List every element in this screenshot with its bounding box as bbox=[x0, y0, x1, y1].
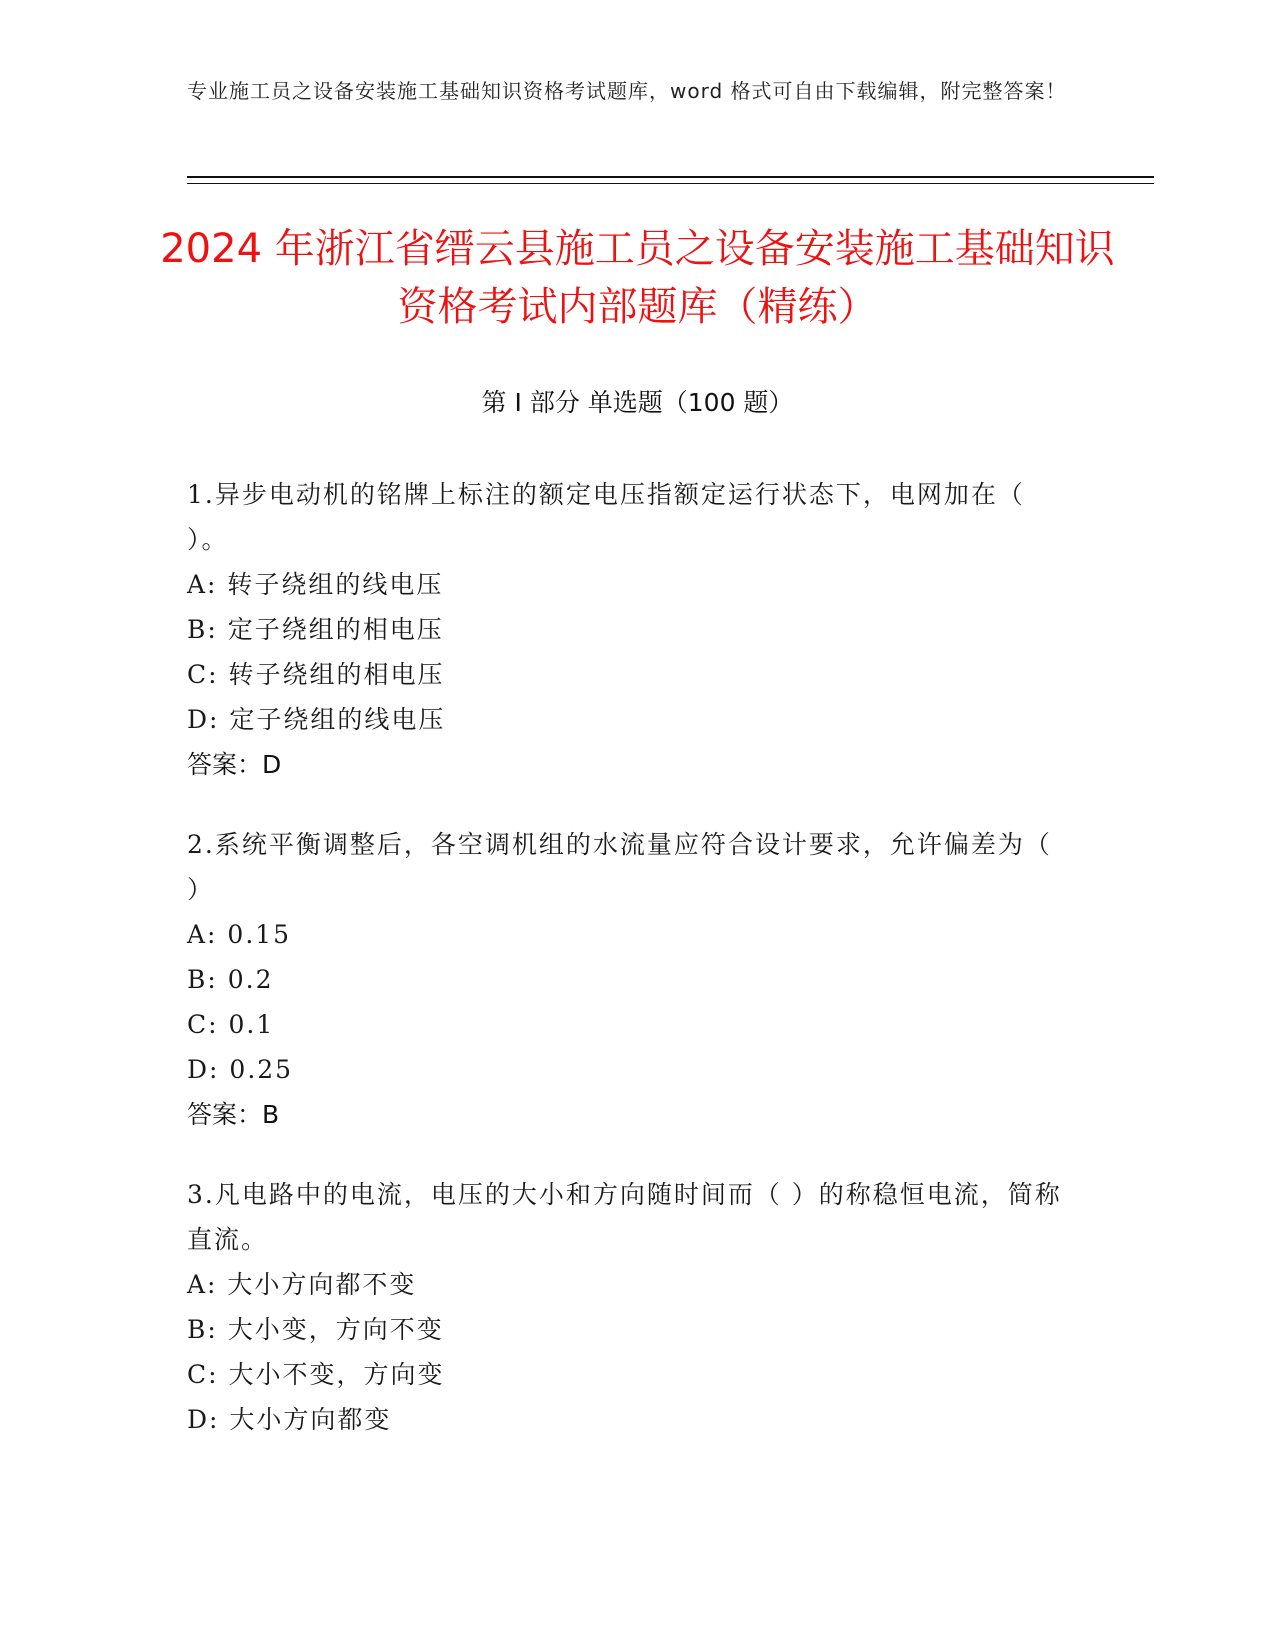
question-list bbox=[187, 472, 1067, 1477]
option-a: A: 转子绕组的线电压 bbox=[187, 570, 444, 599]
header-divider-thin bbox=[187, 183, 1154, 184]
question-text: 2.系统平衡调整后，各空调机组的水流量应符合设计要求，允许偏差为（ ） bbox=[187, 830, 1052, 904]
answer-text: 答案：B bbox=[187, 1100, 280, 1129]
option-a: A: 大小方向都不变 bbox=[187, 1270, 417, 1299]
question-item bbox=[187, 822, 1067, 1137]
option-a: A: 0.15 bbox=[187, 920, 292, 949]
question-text: 3.凡电路中的电流，电压的大小和方向随时间而（ ）的称稳恒电流，简称直流。 bbox=[187, 1180, 1062, 1254]
header-divider-thick bbox=[187, 176, 1154, 178]
option-d: D: 0.25 bbox=[187, 1055, 294, 1084]
question-item bbox=[187, 472, 1067, 787]
option-d: D: 大小方向都变 bbox=[187, 1405, 392, 1434]
section-heading: 第 I 部分 单选题（100 题） bbox=[481, 388, 794, 417]
option-d: D: 定子绕组的线电压 bbox=[187, 705, 446, 734]
option-b: B: 0.2 bbox=[187, 965, 274, 994]
option-c: C: 大小不变，方向变 bbox=[187, 1360, 445, 1389]
option-c: C: 0.1 bbox=[187, 1010, 275, 1039]
header-note: 专业施工员之设备安装施工基础知识资格考试题库，word 格式可自由下载编辑，附完整答案！ bbox=[187, 79, 1067, 103]
question-text: 1.异步电动机的铭牌上标注的额定电压指额定运行状态下，电网加在（ ）。 bbox=[187, 480, 1025, 554]
document-title: 2024 年浙江省缙云县施工员之设备安装施工基础知识资格考试内部题库（精练） bbox=[160, 226, 1115, 330]
option-c: C: 转子绕组的相电压 bbox=[187, 660, 445, 689]
answer-text: 答案：D bbox=[187, 750, 282, 779]
option-b: B: 定子绕组的相电压 bbox=[187, 615, 444, 644]
question-item bbox=[187, 1172, 1067, 1442]
option-b: B: 大小变，方向不变 bbox=[187, 1315, 444, 1344]
